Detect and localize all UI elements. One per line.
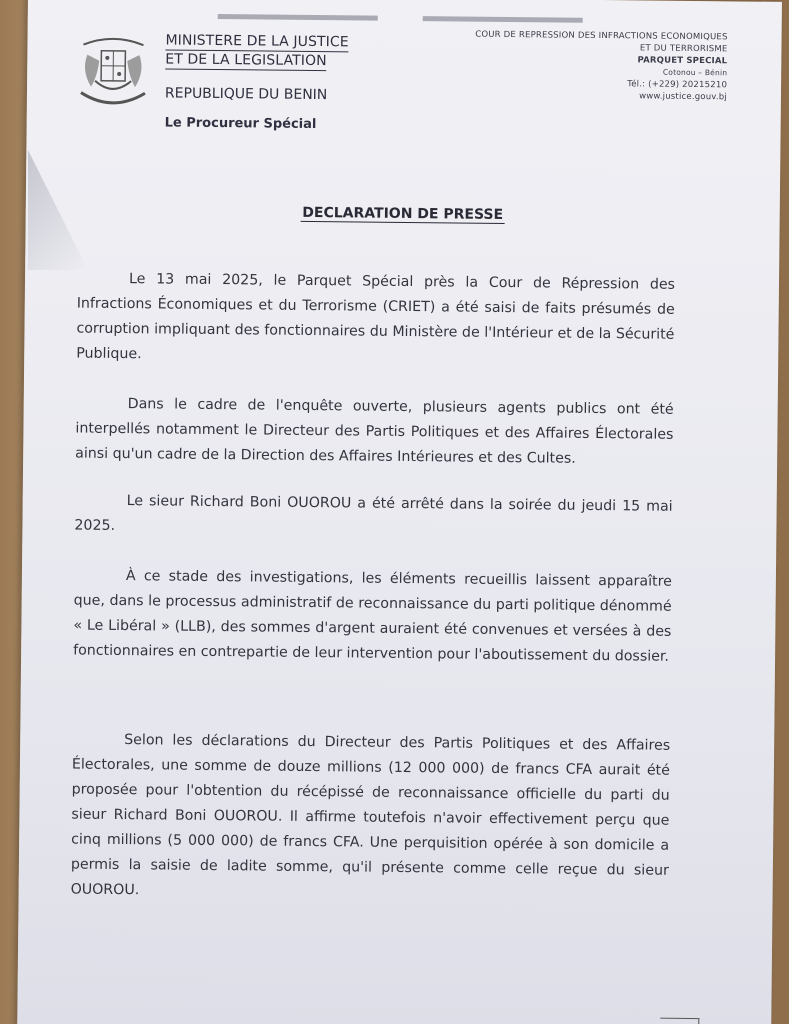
court-name-line-1: COUR DE REPRESSION DES INFRACTIONS ECONOMIQUES xyxy=(475,29,728,43)
paragraph: Le 13 mai 2025, le Parquet Spécial près la Cour de Répression des Infractions Économiques et du Terrorisme (CRIET) a été saisi de faits présumés de corruption impliquant des fonctionnaires du Ministère de l'Intérieur et de la Sécurité Publique. xyxy=(76,271,676,363)
court-city: Cotonou – Bénin xyxy=(662,67,728,78)
paragraph: Dans le cadre de l'enquête ouverte, plusieurs agents publics ont été interpellés notamment le Directeur des Partis Politiques et des Affaires Électorales ainsi qu'un cadre de la Direction des Affaires Intérieures et des Cultes. xyxy=(75,396,674,467)
court-name-line-2: ET DU TERRORISME xyxy=(639,43,728,55)
court-website: www.justice.gouv.bj xyxy=(639,91,728,103)
court-address-block xyxy=(475,29,728,104)
paragraph: Selon les déclarations du Directeur des Partis Politiques et des Affaires Électorales, une somme de douze millions (12 000 000) de francs CFA aurait été proposée pour l'obtention du récépissé de reconnaissance officielle du parti du sieur Richard Boni OUOROU. Il affirme toutefois n'avoir effectivement perçu que cinq millions (5 000 000) de francs CFA. Une perquisition opérée à son domicile a permis la saisie de ladite somme, qu'il présente comme celle reçue du sieur OUOROU. xyxy=(70,732,671,899)
paragraph: À ce stade des investigations, les éléments recueillis laissent apparaître que, dans le processus administratif de reconnaissance du parti politique dénommé « Le Libéral » (LLB), des sommes d'argent auraient été convenues et versées à des fonctionnaires en contrepartie de leur intervention pour l'aboutissement du dossier. xyxy=(73,568,672,665)
ministry-name xyxy=(165,31,349,71)
document-page xyxy=(17,0,782,1024)
ministry-line-2: ET DE LA LEGISLATION xyxy=(165,51,327,70)
document-title xyxy=(26,202,780,226)
court-parquet: PARQUET SPECIAL xyxy=(637,55,728,67)
prosecutor-title: Le Procureur Spécial xyxy=(164,115,317,133)
header-divider xyxy=(423,16,583,23)
header-divider xyxy=(218,14,378,21)
page-corner-mark xyxy=(660,1018,699,1024)
document-title-text: DECLARATION DE PRESSE xyxy=(300,205,505,224)
benin-coat-of-arms-icon xyxy=(73,30,154,116)
court-phone: Tél.: (+229) 20215210 xyxy=(627,79,728,91)
ministry-line-1: MINISTERE DE LA JUSTICE xyxy=(165,32,349,51)
republic-name: REPUBLIQUE DU BENIN xyxy=(164,85,328,104)
paragraph: Le sieur Richard Boni OUOROU a été arrêté dans la soirée du jeudi 15 mai 2025. xyxy=(74,493,673,534)
